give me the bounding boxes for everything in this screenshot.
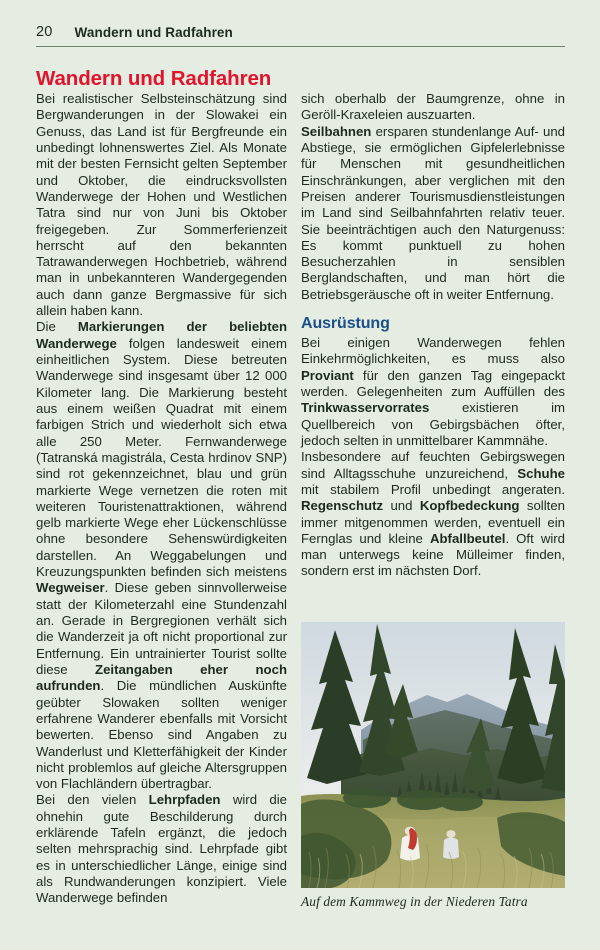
figure (301, 622, 565, 909)
photo-illustration (301, 622, 565, 888)
column-left (36, 91, 287, 907)
paragraph: Insbesondere auf feuchten Gebirgswegen sind Alltagsschuhe unzureichend, Schuhe mit stabilem Profil unbedingt angeraten. Regenschutz und Kopfbedeckung sollten immer mitgenommen werden, eventuell ein Fernglas und kleine Abfallbeutel. Oft wird man unterwegs keine Mülleimer finden, sondern erst im nächsten Dorf. (301, 449, 565, 579)
chapter-title: Wandern und Radfahren (36, 66, 272, 90)
figure-caption: Auf dem Kammweg in der Niederen Tatra (301, 894, 528, 909)
paragraph: sich oberhalb der Baumgrenze, ohne in Geröll-Kraxeleien auszuarten. (301, 91, 565, 123)
paragraph: Die Markierungen der beliebten Wanderwege folgen landesweit einem einheitlichen System. Diese betreuten Wanderwege sind insgesamt über 12 000 Kilometer lang. Die Markierung besteht aus einem weißen Quadrat mit einem farbigen Strich und wiederholt sich etwa alle 250 Meter. Fernwanderwege (Tatranská magistrála, Cesta hrdinov SNP) sind rot gekennzeichnet, blau und grün markierte Wege vernetzen die roten mit weiteren Touristenattraktionen, während gelb markierte Wege eher Lückenschlüsse ohne besondere Sehenswürdigkeiten darstellen. An Weggabelungen und Kreuzungspunkten befinden sich meistens Wegweiser. Diese geben sinnvollerweise statt der Kilometerzahl eine Stundenzahl an. Gerade in Bergregionen verhält sich die Wanderzeit ja oft nicht proportional zur Entfernung. Ein untrainierter Tourist sollte diese Zeitangaben eher noch aufrunden. Die mündlichen Auskünfte geübter Slowaken sollten weniger erfahrene Wanderer ebenfalls mit Vorsicht bewerten. Ebenso sind Angaben zu Wanderlust und Kletterfähigkeit der Kinder nicht problemlos auf gleiche Altersgruppen von Flachländern übertragbar. (36, 319, 288, 792)
section-heading-ausruestung: Ausrüstung (301, 315, 390, 333)
page-number: 20 (36, 24, 53, 40)
paragraph: Bei realistischer Selbsteinschätzung sind Bergwanderungen in der Slowakei ein Genuss, das Land ist für Bergfreunde ein unbedingt lohnenswertes Ziel. Als Monate mit der besten Fernsicht gelten September und Oktober, die eindrucksvollsten Wanderwege der Hohen und Westlichen Tatra sind nur von Juni bis Oktober freigegeben. Zur Sommerferienzeit herrscht auf den bekannten Tatrawanderwegen Hochbetrieb, während man in unbekannteren Wandergegenden auch dann ganze Bergmassive für sich allein haben kann. (36, 91, 287, 319)
column-right (301, 91, 565, 580)
paragraph: Bei einigen Wanderwegen fehlen Einkehrmöglichkeiten, es muss also Proviant für den ganzen Tag eingepackt werden. Gelegenheiten zum Auffüllen des Trinkwasservorrates existieren im Quellbereich von Gebirgsbächen öfter, jedoch selten in unmittelbarer Kammnähe. (301, 335, 565, 448)
running-head (36, 24, 565, 47)
photo-kammweg-niedere-tatra (301, 622, 565, 888)
running-head-title: Wandern und Radfahren (74, 25, 233, 40)
paragraph: Seilbahnen ersparen stundenlange Auf- und Abstiege, sie ermöglichen Gipfelerlebnisse für Menschen mit gesundheitlichen Einschränkungen, aber verglichen mit den Preisen anderer Tourismusdienstleistungen im Land sind Seilbahnfahrten relativ teuer. Sie beeinträchtigen auch den Naturgenuss: Es kommt punktuell zu hohen Besucherzahlen in sensiblen Berglandschaften, und man hört die Betriebsgeräusche oft in weiter Entfernung. (301, 123, 565, 302)
paragraph: Bei den vielen Lehrpfaden wird die ohnehin gute Beschilderung durch erklärende Tafeln ergänzt, die jedoch selten mehrsprachig sind. Lehrpfade gibt es in unterschiedlicher Länge, einige sind als Rundwanderungen konzipiert. Viele Wanderwege befinden (36, 792, 287, 906)
